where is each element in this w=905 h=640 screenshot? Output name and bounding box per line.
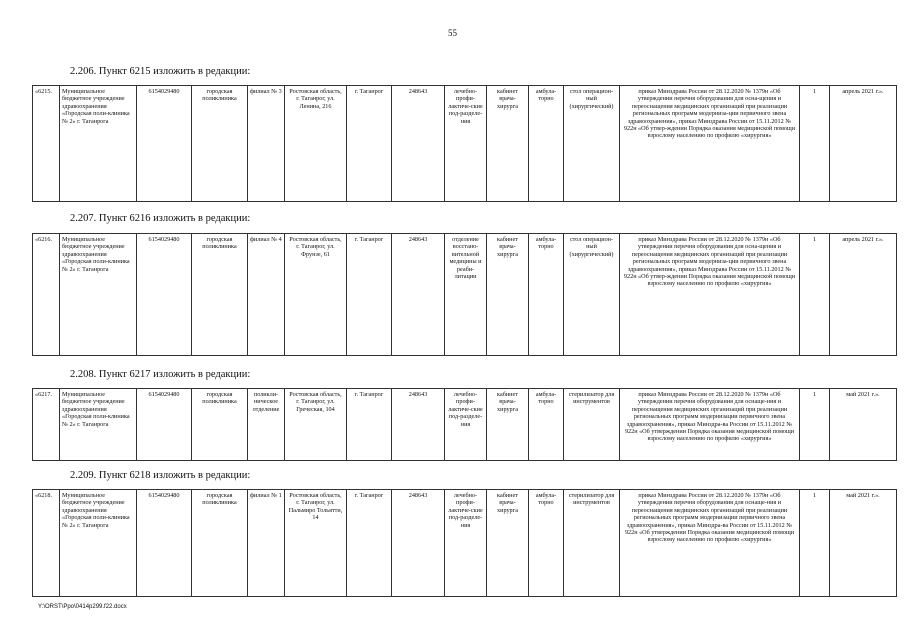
cell-city: г. Таганрог xyxy=(347,86,392,202)
cell-department: отделение восстано-вительной медицины и реаби-литации xyxy=(445,234,487,356)
cell-type: городская поликлиника xyxy=(192,490,248,597)
cell-organization: Муниципальное бюджетное учреждение здравоохранения «Городская поли-клиника № 2» г. Таганрога xyxy=(60,490,137,597)
cell-room: кабинет врача-хирурга xyxy=(487,234,529,356)
table-row xyxy=(32,233,897,356)
cell-room: кабинет врача-хирурга xyxy=(487,490,529,597)
cell-address: Ростовская область, г. Таганрог, ул. Ленина, 216 xyxy=(285,86,347,202)
cell-room: кабинет врача-хирурга xyxy=(487,86,529,202)
cell-address: Ростовская область, г. Таганрог, ул. Фрунзе, 61 xyxy=(285,234,347,356)
cell-number: «6216. xyxy=(33,234,60,356)
section-heading: 2.206. Пункт 6215 изложить в редакции: xyxy=(70,66,251,77)
cell-date: апрель 2021 г.». xyxy=(830,86,897,202)
page-number: 55 xyxy=(448,28,457,38)
cell-department: лечебно-профи-лактиче-ские под-разделе-ния xyxy=(445,389,487,461)
cell-type: городская поликлиника xyxy=(192,389,248,461)
cell-inn: 6154029480 xyxy=(137,86,192,202)
cell-code: 248643 xyxy=(392,490,445,597)
cell-inn: 6154029480 xyxy=(137,234,192,356)
cell-address: Ростовская область, г. Таганрог, ул. Пальмиро Тольятти, 14 xyxy=(285,490,347,597)
cell-type: городская поликлиника xyxy=(192,234,248,356)
cell-mode: амбула-торно xyxy=(529,389,564,461)
cell-order: приказ Минздрава России от 28.12.2020 № 1379н «Об утверждении перечня оборудования для оснаще-ния и переоснащения медицинских организаций при реализации региональных программ модернизации первичного звена здравоохранения», приказ Минздра-ва России от 15.11.2012 № 922н «Об утверждении Порядка оказания медицинской помощи взрослому населению по профилю «хирургия» xyxy=(620,389,800,461)
section-heading: 2.207. Пункт 6216 изложить в редакции: xyxy=(70,213,251,224)
cell-branch: филиал № 4 xyxy=(248,234,285,356)
cell-organization: Муниципальное бюджетное учреждение здравоохранения «Городская поли-клиника № 2» г. Таганрога xyxy=(60,234,137,356)
cell-room: кабинет врача-хирурга xyxy=(487,389,529,461)
file-path-footer: Y:\ORST\Ppo\0414p299.f22.docx xyxy=(38,604,127,610)
cell-quantity: 1 xyxy=(800,234,830,356)
cell-branch: филиал № 1 xyxy=(248,490,285,597)
table-row xyxy=(32,489,897,597)
cell-type: городская поликлиника xyxy=(192,86,248,202)
cell-code: 248643 xyxy=(392,389,445,461)
cell-equipment: стерилизатор для инструментов xyxy=(564,490,620,597)
section-heading: 2.209. Пункт 6218 изложить в редакции: xyxy=(70,470,251,481)
cell-date: апрель 2021 г.». xyxy=(830,234,897,356)
cell-department: лечебно-профи-лактиче-ские под-разделе-ния xyxy=(445,490,487,597)
cell-city: г. Таганрог xyxy=(347,234,392,356)
cell-order: приказ Минздрава России от 28.12.2020 № 1379н «Об утверждении перечня оборудования для оснаще-ния и переоснащения медицинских организаций при реализации региональных программ модернизации первичного звена здравоохранения», приказ Минздра-ва России от 15.11.2012 № 922н «Об утверждении Порядка оказания медицинской помощи взрослому населению по профилю «хирургия» xyxy=(620,490,800,597)
cell-date: май 2021 г.». xyxy=(830,389,897,461)
cell-number: «6218. xyxy=(33,490,60,597)
cell-department: лечебно-профи-лактиче-ские под-разделе-ния xyxy=(445,86,487,202)
cell-date: май 2021 г.». xyxy=(830,490,897,597)
cell-organization: Муниципальное бюджетное учреждение здравоохранения «Городская поли-клиника № 2» г. Таганрога xyxy=(60,389,137,461)
table-row xyxy=(32,85,897,202)
cell-number: «6217. xyxy=(33,389,60,461)
cell-organization: Муниципальное бюджетное учреждение здравоохранения «Городская поли-клиника № 2» г. Таганрога xyxy=(60,86,137,202)
table-row xyxy=(32,388,897,461)
cell-city: г. Таганрог xyxy=(347,490,392,597)
cell-city: г. Таганрог xyxy=(347,389,392,461)
cell-branch: филиал № 3 xyxy=(248,86,285,202)
cell-inn: 6154029480 xyxy=(137,490,192,597)
cell-number: «6215. xyxy=(33,86,60,202)
cell-branch: поликли-ническое отделение xyxy=(248,389,285,461)
cell-code: 248643 xyxy=(392,234,445,356)
cell-order: приказ Минздрава России от 28.12.2020 № 1379н «Об утверждении перечня оборудования для осна-щения и переоснащения медицинских организаций при реализации региональных программ модерниза-ции первичного звена здравоохранения», приказ Минздрава России от 15.11.2012 № 922н «Об утвер-ждении Порядка оказания медицинской помощи взрослому населению по профилю «хирургия» xyxy=(620,234,800,356)
cell-equipment: стол операцион-ный (хирургический) xyxy=(564,234,620,356)
cell-equipment: стерилизатор для инструментов xyxy=(564,389,620,461)
section-heading: 2.208. Пункт 6217 изложить в редакции: xyxy=(70,369,251,380)
cell-mode: амбула-торно xyxy=(529,86,564,202)
cell-order: приказ Минздрава России от 28.12.2020 № 1379н «Об утверждении перечня оборудования для осна-щения и переоснащения медицинских организаций при реализации региональных программ модерниза-ции первичного звена здравоохранения», приказ Минздрава России от 15.11.2012 № 922н «Об утвер-ждении Порядка оказания медицинской помощи взрослому населению по профилю «хирургия» xyxy=(620,86,800,202)
cell-inn: 6154029480 xyxy=(137,389,192,461)
cell-quantity: 1 xyxy=(800,86,830,202)
cell-quantity: 1 xyxy=(800,490,830,597)
cell-mode: амбула-торно xyxy=(529,234,564,356)
cell-mode: амбула-торно xyxy=(529,490,564,597)
cell-code: 248643 xyxy=(392,86,445,202)
cell-address: Ростовская область, г. Таганрог, ул. Греческая, 104 xyxy=(285,389,347,461)
cell-quantity: 1 xyxy=(800,389,830,461)
cell-equipment: стол операцион-ный (хирургический) xyxy=(564,86,620,202)
